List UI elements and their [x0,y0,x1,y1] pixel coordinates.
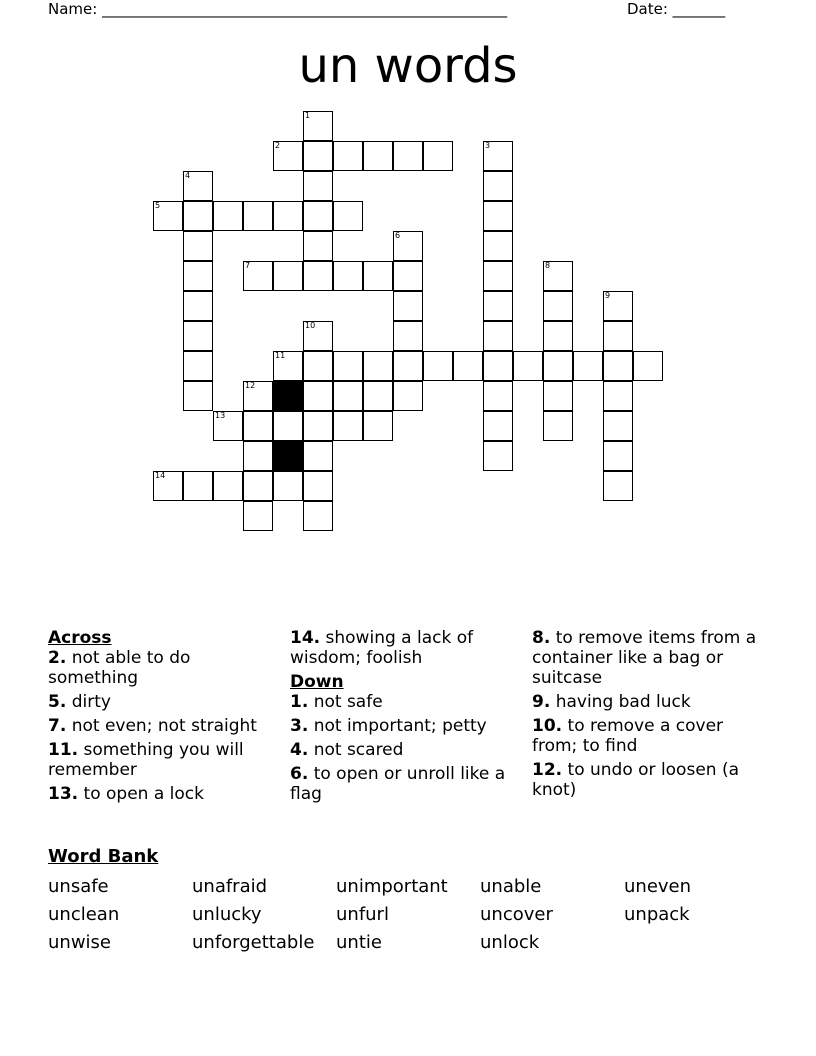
word-bank-item: untie [336,932,382,953]
crossword-cell[interactable] [273,261,303,291]
word-bank-item: unpack [624,904,690,925]
crossword-cell[interactable] [393,141,423,171]
crossword-cell[interactable] [303,501,333,531]
crossword-cell[interactable] [363,141,393,171]
crossword-cell[interactable] [393,291,423,321]
crossword-cell[interactable] [333,201,363,231]
word-bank-item: unlucky [192,904,262,925]
clue-number-13: 13 [215,411,226,420]
crossword-cell[interactable] [483,321,513,351]
clue-number-9: 9 [605,291,611,300]
crossword-cell[interactable] [303,441,333,471]
across-clue-7: 7. not even; not straight [48,716,257,736]
word-bank-item: uneven [624,876,692,897]
clue-number-6: 6 [395,231,401,240]
crossword-cell[interactable] [393,261,423,291]
clue-column-3 [532,628,764,804]
down-clue-1: 1. not safe [290,692,383,712]
crossword-cell[interactable] [603,411,633,441]
crossword-cell[interactable] [303,141,333,171]
crossword-cell[interactable] [543,291,573,321]
crossword-cell[interactable] [243,441,273,471]
crossword-cell[interactable] [303,261,333,291]
crossword-cell[interactable] [363,411,393,441]
clue-column-2 [290,628,522,808]
crossword-cell[interactable] [213,471,243,501]
crossword-cell[interactable] [243,501,273,531]
clue-number-14: 14 [155,471,166,480]
down-clue-4: 4. not scared [290,740,404,760]
page-title: un words [298,38,518,94]
crossword-cell[interactable] [603,321,633,351]
crossword-cell[interactable] [603,441,633,471]
crossword-cell[interactable] [183,321,213,351]
across-clue-5: 5. dirty [48,692,111,712]
word-bank-item: unlock [480,932,540,953]
crossword-cell[interactable] [423,141,453,171]
across-heading: Across [48,628,112,648]
crossword-cell[interactable] [333,141,363,171]
down-clue-3: 3. not important; petty [290,716,487,736]
crossword-cell[interactable] [393,351,423,381]
crossword-cell[interactable] [303,231,333,261]
word-bank-item: uncover [480,904,553,925]
crossword-cell[interactable] [333,381,363,411]
clue-number-11: 11 [275,351,286,360]
word-bank-item: unwise [48,932,111,953]
crossword-block [273,441,303,471]
crossword-cell[interactable] [453,351,483,381]
across-clue-2: 2. not able to do something [48,648,191,688]
crossword-cell[interactable] [483,351,513,381]
crossword-cell[interactable] [303,381,333,411]
crossword-cell[interactable] [183,351,213,381]
crossword-cell[interactable] [393,321,423,351]
crossword-cell[interactable] [363,261,393,291]
crossword-cell[interactable] [483,231,513,261]
crossword-cell[interactable] [543,411,573,441]
crossword-cell[interactable] [183,231,213,261]
clue-column-1 [48,628,280,808]
crossword-cell[interactable] [483,171,513,201]
crossword-cell[interactable] [633,351,663,381]
crossword-cell[interactable] [333,351,363,381]
crossword-cell[interactable] [543,381,573,411]
crossword-cell[interactable] [483,411,513,441]
word-bank-item: unsafe [48,876,109,897]
crossword-cell[interactable] [333,261,363,291]
down-heading: Down [290,672,344,692]
crossword-cell[interactable] [183,261,213,291]
word-bank-item: unfurl [336,904,389,925]
clue-number-4: 4 [185,171,191,180]
across-clue-11: 11. something you will remember [48,740,244,780]
crossword-cell[interactable] [483,201,513,231]
crossword-cell[interactable] [303,471,333,501]
crossword-cell[interactable] [243,471,273,501]
crossword-cell[interactable] [183,201,213,231]
clue-number-3: 3 [485,141,491,150]
down-clue-9: 9. having bad luck [532,692,691,712]
crossword-cell[interactable] [483,381,513,411]
clue-number-8: 8 [545,261,551,270]
crossword-cell[interactable] [573,351,603,381]
clue-number-10: 10 [305,321,316,330]
crossword-cell[interactable] [303,201,333,231]
word-bank-item: unimportant [336,876,448,897]
clue-number-5: 5 [155,201,161,210]
down-clue-6: 6. to open or unroll like a flag [290,764,506,804]
across-clue-14: 14. showing a lack of wisdom; foolish [290,628,474,668]
clue-number-2: 2 [275,141,281,150]
down-clue-12: 12. to undo or loosen (a knot) [532,760,740,800]
clue-number-7: 7 [245,261,251,270]
crossword-cell[interactable] [273,201,303,231]
crossword-block [273,381,303,411]
crossword-cell[interactable] [273,471,303,501]
crossword-cell[interactable] [303,411,333,441]
crossword-cell[interactable] [243,201,273,231]
crossword-cell[interactable] [303,171,333,201]
crossword-cell[interactable] [363,351,393,381]
crossword-cell[interactable] [483,261,513,291]
crossword-cell[interactable] [183,381,213,411]
date-label: Date: _______ [627,0,726,18]
crossword-cell[interactable] [483,291,513,321]
crossword-cell[interactable] [393,381,423,411]
crossword-cell[interactable] [543,351,573,381]
crossword-cell[interactable] [423,351,453,381]
crossword-cell[interactable] [603,351,633,381]
crossword-cell[interactable] [513,351,543,381]
word-bank-heading: Word Bank [48,846,159,867]
crossword-cell[interactable] [603,381,633,411]
clue-number-1: 1 [305,111,311,120]
crossword-cell[interactable] [273,411,303,441]
word-bank-item: unable [480,876,542,897]
crossword-cell[interactable] [603,471,633,501]
across-clue-13: 13. to open a lock [48,784,204,804]
clue-number-12: 12 [245,381,256,390]
crossword-cell[interactable] [243,411,273,441]
crossword-cell[interactable] [303,351,333,381]
crossword-cell[interactable] [213,201,243,231]
crossword-cell[interactable] [363,381,393,411]
crossword-cell[interactable] [183,471,213,501]
crossword-cell[interactable] [483,441,513,471]
word-bank-item: unforgettable [192,932,315,953]
word-bank-item: unafraid [192,876,268,897]
word-bank-item: unclean [48,904,120,925]
down-clue-10: 10. to remove a cover from; to find [532,716,724,756]
name-label: Name: ______________________________________________________ [48,0,508,18]
down-clue-8: 8. to remove items from a container like a bag or suitcase [532,628,757,688]
crossword-cell[interactable] [333,411,363,441]
crossword-cell[interactable] [543,321,573,351]
crossword-cell[interactable] [183,291,213,321]
